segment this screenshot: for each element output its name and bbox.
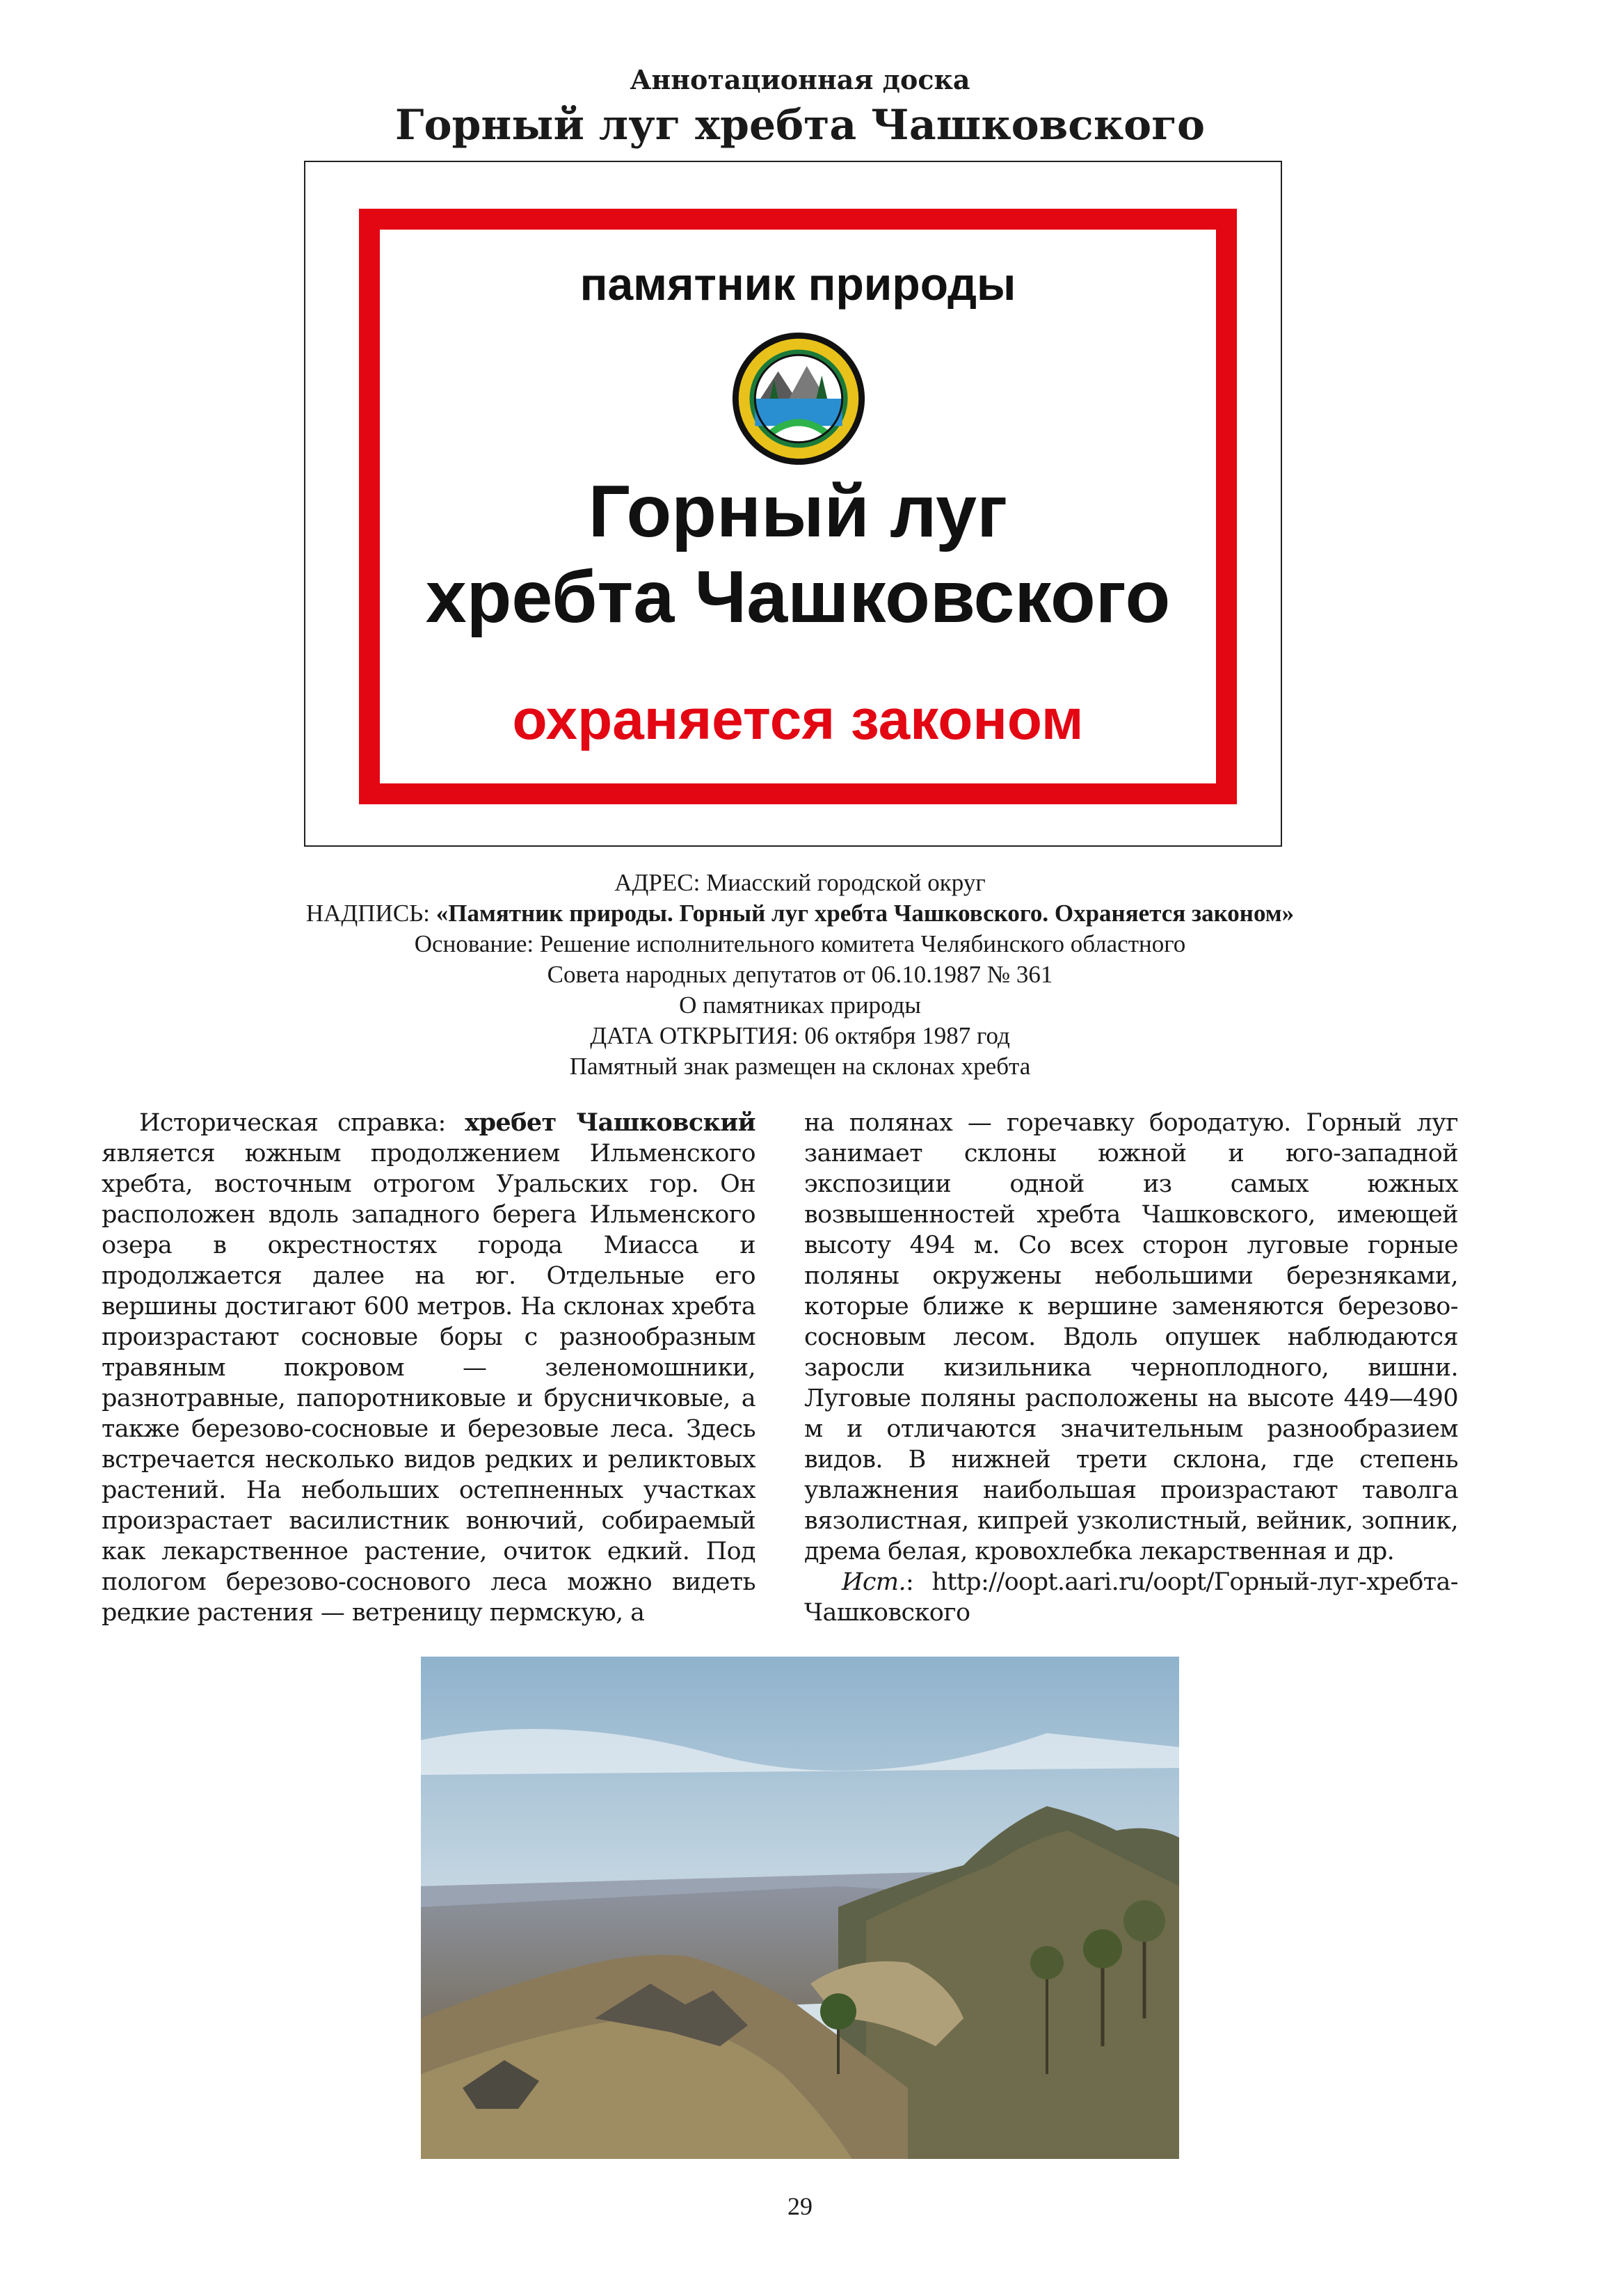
sign-title-line-2: хребта Чашковского — [425, 556, 1171, 638]
sign-bottom-text: охраняется законом — [512, 688, 1084, 751]
source-link[interactable]: : http://oopt.aari.ru/oopt/Горный-луг-хребта-Чашковского — [804, 1568, 1458, 1627]
placement-note: Памятный знак размещен на склонах хребта — [569, 1053, 1031, 1080]
sign-top-text: памятник природы — [579, 258, 1016, 310]
landscape-photo — [421, 1657, 1179, 2159]
inscription-line — [0, 898, 1600, 929]
inscription-label: НАДПИСЬ: — [305, 900, 436, 927]
basis-line-1: Основание: Решение исполнительного комитета Челябинского областного — [414, 930, 1186, 957]
left-text: является южным продолжением Ильменского хребта, восточным отрогом Уральских гор. Он расположен вдоль западного берега Ильменского озера в окрестностях города Миасса и продолжается далее на юг. Отдельные его вершины достигают 600 метров. На склонах хребта произрастают сосновые боры с разнообразным травяным покровом — зеленомошники, разнотравные, папоротниковые и брусничковые, а также березово-сосновые и березовые леса. Здесь встречается несколько видов редких и реликтовых растений. На небольших остепненных участках произрастает василистник вонючий, собираемый как лекарственное растение, очиток едкий. Под пологом березово-соснового леса можно видеть редкие растения — ветреницу пермскую, а — [102, 1140, 755, 1627]
right-text: на полянах — горечавку бородатую. Горный луг занимает склоны южной и юго-западной экспозиции одной из самых южных возвышенностей хребта Чашковского, имеющей высоту 494 м. Со всех сторон луговые горные поляны окружены небольшими березняками, которые ближе к вершине заменяются березово-сосновым лесом. Вдоль опушек наблюдаются заросли кизильника черноплодного, вишни. Луговые поляны расположены на высоте 449—490 м и отличаются значительным разнообразием видов. В нижней трети склона, где степень увлажнения наибольшая произрастают таволга вязолистная, кипрей узколистный, вейник, зопник, дрема белая, кровохлебка лекарственная и др. — [804, 1109, 1458, 1565]
protected-area-emblem-icon — [730, 330, 867, 467]
source-label: Ист. — [842, 1568, 906, 1596]
lead-label: Историческая справка: — [139, 1109, 465, 1137]
article-column-left — [102, 1108, 755, 1628]
lead-bold: хребет Чашковский — [465, 1108, 756, 1137]
basis-line-2: Совета народных депутатов от 06.10.1987 № 361 — [547, 961, 1053, 988]
page-number: 29 — [787, 2192, 813, 2220]
sign-board — [359, 209, 1237, 804]
opening-date: ДАТА ОТКРЫТИЯ: 06 октября 1987 год — [590, 1022, 1010, 1049]
address-line: АДРЕС: Миасский городской округ — [614, 869, 986, 896]
sign-title-line-1: Горный луг — [588, 470, 1008, 552]
inscription-text: «Памятник природы. Горный луг хребта Чашковского. Охраняется законом» — [435, 900, 1295, 927]
article-column-right — [804, 1108, 1458, 1628]
article-paragraph-left — [102, 1108, 755, 1628]
page-title: Горный луг хребта Чашковского — [395, 101, 1205, 150]
source-line — [804, 1567, 1458, 1628]
basis-line-3: О памятниках природы — [679, 991, 921, 1019]
pre-title: Аннотационная доска — [630, 64, 970, 95]
